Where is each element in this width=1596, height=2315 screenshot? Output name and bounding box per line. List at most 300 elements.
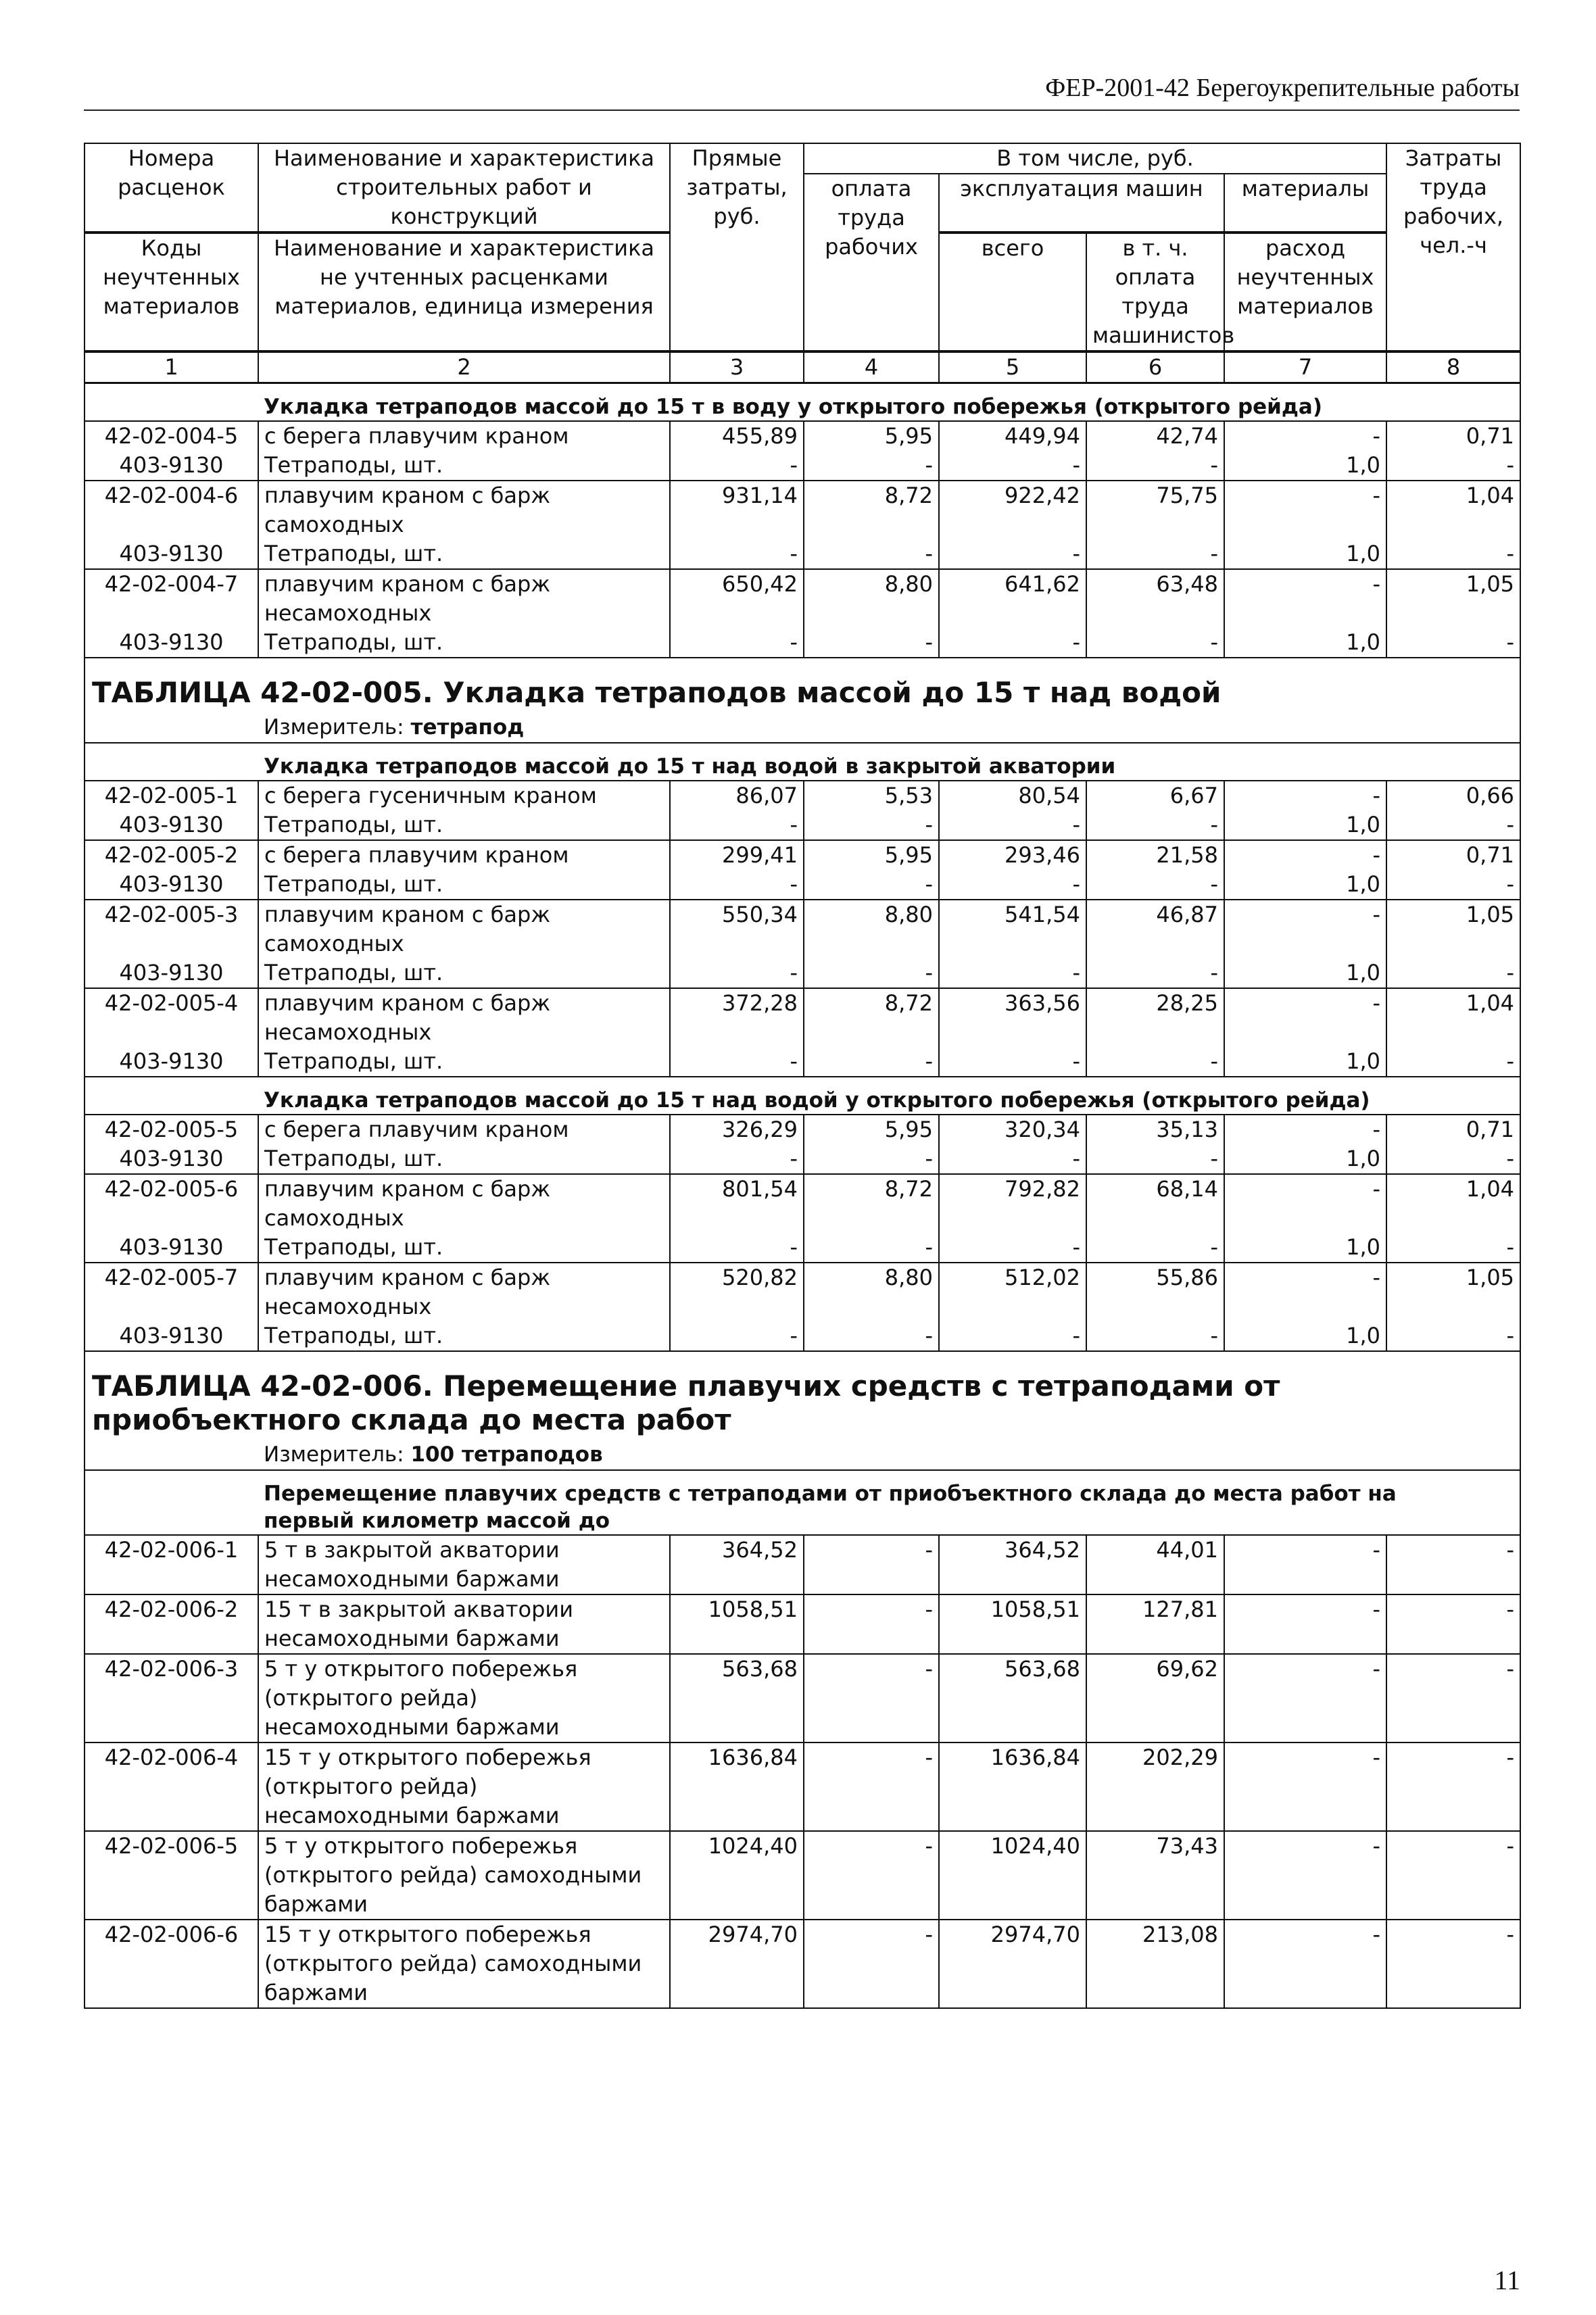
rate-row bbox=[84, 1594, 1520, 1654]
rate-row bbox=[84, 781, 1520, 810]
material-value: 1,0 bbox=[1224, 810, 1386, 840]
rate-name bbox=[258, 1594, 670, 1654]
rate-value: 1,05 bbox=[1386, 569, 1520, 628]
rate-value: - bbox=[804, 1594, 939, 1654]
material-row bbox=[84, 810, 1520, 840]
rate-row bbox=[84, 1654, 1520, 1743]
rate-name bbox=[258, 569, 670, 628]
section-heading bbox=[258, 383, 1520, 422]
table-title bbox=[84, 658, 1520, 712]
material-value: - bbox=[1086, 870, 1224, 900]
material-value: 1,0 bbox=[1224, 539, 1386, 569]
blank-cell bbox=[84, 1470, 258, 1535]
blank-cell bbox=[84, 1440, 258, 1470]
text-line: Укладка тетраподов массой до 15 т над водой у открытого побережья (открытого рейда) bbox=[264, 1088, 1370, 1113]
rate-name bbox=[258, 1535, 670, 1594]
rate-code: 42-02-004-5 bbox=[84, 421, 258, 451]
rate-value: - bbox=[804, 1831, 939, 1920]
material-value: - bbox=[939, 958, 1086, 988]
material-value: - bbox=[670, 958, 804, 988]
material-value: - bbox=[804, 958, 939, 988]
text-line: баржами bbox=[264, 1980, 368, 2005]
header-work-name: Наименование и характеристика строительных работ и конструкций bbox=[258, 143, 670, 233]
rate-value: - bbox=[1224, 481, 1386, 539]
material-code: 403-9130 bbox=[84, 1144, 258, 1174]
material-value: - bbox=[670, 1047, 804, 1077]
header-labor-costs: Затраты труда рабочих, чел.-ч bbox=[1386, 143, 1520, 351]
rate-value: 8,72 bbox=[804, 988, 939, 1047]
material-value: - bbox=[1086, 1047, 1224, 1077]
rate-value: 86,07 bbox=[670, 781, 804, 810]
rate-value: 2974,70 bbox=[939, 1920, 1086, 2008]
rate-code: 42-02-005-1 bbox=[84, 781, 258, 810]
material-code: 403-9130 bbox=[84, 870, 258, 900]
table-title-row bbox=[84, 1351, 1520, 1440]
rate-value: 1,05 bbox=[1386, 900, 1520, 958]
section-heading bbox=[258, 743, 1520, 781]
column-number: 4 bbox=[804, 351, 939, 383]
text-line: (открытого рейда) самоходными bbox=[264, 1862, 642, 1888]
text-line: плавучим краном с барж bbox=[264, 571, 551, 597]
rate-value: 0,71 bbox=[1386, 1115, 1520, 1144]
material-value: - bbox=[804, 628, 939, 658]
rate-name bbox=[258, 988, 670, 1047]
material-value: - bbox=[939, 1144, 1086, 1174]
header-material-name: Наименование и характеристика не учтенных расценками материалов, единица измерения bbox=[258, 233, 670, 351]
rate-value: 792,82 bbox=[939, 1174, 1086, 1233]
rate-code: 42-02-005-6 bbox=[84, 1174, 258, 1233]
material-value: - bbox=[804, 539, 939, 569]
header-rate-numbers: Номера расценок bbox=[84, 143, 258, 233]
material-value: 1,0 bbox=[1224, 958, 1386, 988]
text-line: Укладка тетраподов массой до 15 т в воду у открытого побережья (открытого рейда) bbox=[264, 395, 1323, 419]
text-line: с берега плавучим краном bbox=[264, 1117, 569, 1142]
rate-value: - bbox=[1224, 900, 1386, 958]
material-value: - bbox=[670, 1321, 804, 1351]
material-value: - bbox=[1386, 451, 1520, 481]
material-value: - bbox=[939, 451, 1086, 481]
column-number: 7 bbox=[1224, 351, 1386, 383]
rate-row bbox=[84, 481, 1520, 539]
rate-value: - bbox=[1386, 1743, 1520, 1831]
text-line: с берега гусеничным краном bbox=[264, 783, 597, 808]
text-line: самоходных bbox=[264, 512, 404, 537]
material-value: - bbox=[1386, 1144, 1520, 1174]
rate-row bbox=[84, 1263, 1520, 1321]
rate-value: 80,54 bbox=[939, 781, 1086, 810]
rate-value: 213,08 bbox=[1086, 1920, 1224, 2008]
text-line: несамоходных bbox=[264, 1294, 432, 1319]
rate-value: - bbox=[1224, 1920, 1386, 2008]
rate-name bbox=[258, 1174, 670, 1233]
text-line: несамоходными баржами bbox=[264, 1626, 560, 1651]
material-row bbox=[84, 1144, 1520, 1174]
section-heading-row bbox=[84, 1077, 1520, 1115]
table-title-row bbox=[84, 658, 1520, 712]
rate-value: - bbox=[1224, 988, 1386, 1047]
column-number: 2 bbox=[258, 351, 670, 383]
rate-value: - bbox=[1224, 781, 1386, 810]
material-row bbox=[84, 870, 1520, 900]
rate-value: 326,29 bbox=[670, 1115, 804, 1144]
material-value: - bbox=[939, 1233, 1086, 1263]
section-heading-row bbox=[84, 383, 1520, 422]
rate-value: 641,62 bbox=[939, 569, 1086, 628]
blank-cell bbox=[84, 743, 258, 781]
rate-value: 1024,40 bbox=[939, 1831, 1086, 1920]
rate-value: 42,74 bbox=[1086, 421, 1224, 451]
material-name: Тетраподы, шт. bbox=[258, 539, 670, 569]
section-heading-row bbox=[84, 1470, 1520, 1535]
rate-value: 922,42 bbox=[939, 481, 1086, 539]
material-name: Тетраподы, шт. bbox=[258, 1321, 670, 1351]
rate-value: 293,46 bbox=[939, 840, 1086, 870]
text-line: ТАБЛИЦА 42-02-006. Перемещение плавучих средств с тетраподами от bbox=[92, 1369, 1280, 1403]
material-value: - bbox=[670, 1144, 804, 1174]
rate-value: - bbox=[1224, 1535, 1386, 1594]
text-line: Укладка тетраподов массой до 15 т над водой в закрытой акватории bbox=[264, 754, 1116, 779]
text-line: ТАБЛИЦА 42-02-005. Укладка тетраподов массой до 15 т над водой bbox=[92, 676, 1222, 709]
rate-value: 73,43 bbox=[1086, 1831, 1224, 1920]
material-code: 403-9130 bbox=[84, 628, 258, 658]
material-value: - bbox=[1086, 1321, 1224, 1351]
material-value: - bbox=[1386, 1047, 1520, 1077]
rate-name bbox=[258, 1115, 670, 1144]
rate-value: 68,14 bbox=[1086, 1174, 1224, 1233]
material-value: - bbox=[670, 628, 804, 658]
rate-name bbox=[258, 1920, 670, 2008]
column-number: 8 bbox=[1386, 351, 1520, 383]
text-line: баржами bbox=[264, 1891, 368, 1917]
column-number: 5 bbox=[939, 351, 1086, 383]
material-value: - bbox=[1386, 958, 1520, 988]
material-value: - bbox=[670, 1233, 804, 1263]
material-value: - bbox=[939, 539, 1086, 569]
material-value: - bbox=[1086, 539, 1224, 569]
unit-value: 100 тетраподов bbox=[410, 1442, 603, 1467]
rate-value: 8,80 bbox=[804, 569, 939, 628]
rate-value: - bbox=[1386, 1831, 1520, 1920]
material-value: 1,0 bbox=[1224, 451, 1386, 481]
material-row bbox=[84, 1321, 1520, 1351]
header-including: В том числе, руб. bbox=[804, 143, 1386, 174]
material-value: - bbox=[1386, 810, 1520, 840]
header-machines-total: всего bbox=[939, 233, 1086, 351]
rate-value: 364,52 bbox=[670, 1535, 804, 1594]
text-line: приобъектного склада до места работ bbox=[92, 1403, 731, 1436]
rate-value: 1,05 bbox=[1386, 1263, 1520, 1321]
material-value: - bbox=[1086, 810, 1224, 840]
rate-name bbox=[258, 840, 670, 870]
unit-label: Измеритель: bbox=[264, 1442, 411, 1467]
rate-value: 1,04 bbox=[1386, 988, 1520, 1047]
material-name: Тетраподы, шт. bbox=[258, 870, 670, 900]
rate-name bbox=[258, 1263, 670, 1321]
text-line: Перемещение плавучих средств с тетраподами от приобъектного склада до места работ на bbox=[264, 1482, 1397, 1506]
material-value: 1,0 bbox=[1224, 1321, 1386, 1351]
rate-value: 21,58 bbox=[1086, 840, 1224, 870]
rates-table bbox=[84, 143, 1521, 2009]
rate-code: 42-02-005-3 bbox=[84, 900, 258, 958]
material-value: - bbox=[939, 628, 1086, 658]
rate-row bbox=[84, 1920, 1520, 2008]
section-heading bbox=[258, 1470, 1520, 1535]
material-value: - bbox=[1386, 539, 1520, 569]
rate-value: 1058,51 bbox=[939, 1594, 1086, 1654]
rate-value: - bbox=[1224, 1263, 1386, 1321]
rate-value: 449,94 bbox=[939, 421, 1086, 451]
unit-of-measure bbox=[258, 1440, 1520, 1470]
material-name: Тетраподы, шт. bbox=[258, 958, 670, 988]
material-value: - bbox=[939, 1321, 1086, 1351]
material-value: - bbox=[804, 1233, 939, 1263]
material-row bbox=[84, 1233, 1520, 1263]
material-value: - bbox=[1086, 628, 1224, 658]
section-heading bbox=[258, 1077, 1520, 1115]
rate-value: - bbox=[1224, 1115, 1386, 1144]
text-line: несамоходными баржами bbox=[264, 1714, 560, 1740]
rate-value: 5,95 bbox=[804, 1115, 939, 1144]
text-line: самоходных bbox=[264, 931, 404, 956]
text-line: плавучим краном с барж bbox=[264, 902, 551, 927]
material-value: - bbox=[670, 870, 804, 900]
material-value: - bbox=[939, 810, 1086, 840]
rate-value: - bbox=[1224, 1174, 1386, 1233]
material-value: - bbox=[1086, 1233, 1224, 1263]
section-heading-row bbox=[84, 743, 1520, 781]
rate-value: 931,14 bbox=[670, 481, 804, 539]
rate-row bbox=[84, 1115, 1520, 1144]
unit-row bbox=[84, 1440, 1520, 1470]
material-value: 1,0 bbox=[1224, 870, 1386, 900]
material-code: 403-9130 bbox=[84, 810, 258, 840]
rate-value: - bbox=[1224, 840, 1386, 870]
text-line: 5 т у открытого побережья bbox=[264, 1656, 578, 1682]
unit-row bbox=[84, 712, 1520, 743]
material-row bbox=[84, 539, 1520, 569]
rate-code: 42-02-004-7 bbox=[84, 569, 258, 628]
header-machine-operation: эксплуатация машин bbox=[939, 174, 1224, 233]
rate-value: 541,54 bbox=[939, 900, 1086, 958]
rate-name bbox=[258, 781, 670, 810]
column-number: 3 bbox=[670, 351, 804, 383]
rate-code: 42-02-006-4 bbox=[84, 1743, 258, 1831]
rate-value: 1636,84 bbox=[670, 1743, 804, 1831]
rate-value: 299,41 bbox=[670, 840, 804, 870]
table-title bbox=[84, 1351, 1520, 1440]
material-row bbox=[84, 628, 1520, 658]
rate-value: - bbox=[1386, 1920, 1520, 2008]
rate-code: 42-02-006-2 bbox=[84, 1594, 258, 1654]
text-line: плавучим краном с барж bbox=[264, 483, 551, 508]
header-material-codes: Коды неучтенных материалов bbox=[84, 233, 258, 351]
rate-value: 455,89 bbox=[670, 421, 804, 451]
text-line: 15 т у открытого побережья bbox=[264, 1745, 591, 1770]
rate-value: 650,42 bbox=[670, 569, 804, 628]
text-line: плавучим краном с барж bbox=[264, 1265, 551, 1290]
text-line: несамоходных bbox=[264, 600, 432, 626]
material-row bbox=[84, 958, 1520, 988]
rate-value: 550,34 bbox=[670, 900, 804, 958]
rate-value: - bbox=[804, 1654, 939, 1743]
rate-name bbox=[258, 421, 670, 451]
rate-value: - bbox=[1386, 1654, 1520, 1743]
rate-value: 320,34 bbox=[939, 1115, 1086, 1144]
rate-value: 1,04 bbox=[1386, 481, 1520, 539]
rate-value: - bbox=[804, 1535, 939, 1594]
material-value: - bbox=[804, 810, 939, 840]
material-value: - bbox=[670, 451, 804, 481]
rate-code: 42-02-005-5 bbox=[84, 1115, 258, 1144]
rate-value: 512,02 bbox=[939, 1263, 1086, 1321]
text-line: плавучим краном с барж bbox=[264, 990, 551, 1016]
material-value: 1,0 bbox=[1224, 1047, 1386, 1077]
text-line: плавучим краном с барж bbox=[264, 1176, 551, 1202]
text-line: 15 т в закрытой акватории bbox=[264, 1597, 573, 1622]
rate-value: 2974,70 bbox=[670, 1920, 804, 2008]
rate-value: 202,29 bbox=[1086, 1743, 1224, 1831]
material-name: Тетраподы, шт. bbox=[258, 1233, 670, 1263]
header-materials: материалы bbox=[1224, 174, 1386, 233]
material-code: 403-9130 bbox=[84, 1321, 258, 1351]
rate-value: 5,95 bbox=[804, 840, 939, 870]
rate-value: 55,86 bbox=[1086, 1263, 1224, 1321]
rate-row bbox=[84, 1743, 1520, 1831]
header-direct-costs: Прямые затраты, руб. bbox=[670, 143, 804, 351]
rate-value: - bbox=[1386, 1535, 1520, 1594]
column-number: 1 bbox=[84, 351, 258, 383]
header-operator-pay: в т. ч. оплата труда машинистов bbox=[1086, 233, 1224, 351]
text-line: первый километр массой до bbox=[264, 1509, 610, 1533]
material-name: Тетраподы, шт. bbox=[258, 810, 670, 840]
header-divider bbox=[84, 109, 1520, 111]
material-row bbox=[84, 1047, 1520, 1077]
rate-value: - bbox=[1224, 569, 1386, 628]
rate-value: 5,53 bbox=[804, 781, 939, 810]
text-line: (открытого рейда) самоходными bbox=[264, 1951, 642, 1976]
rate-value: - bbox=[1224, 1654, 1386, 1743]
rate-value: 520,82 bbox=[670, 1263, 804, 1321]
text-line: несамоходными баржами bbox=[264, 1803, 560, 1828]
material-value: - bbox=[939, 1047, 1086, 1077]
rate-row bbox=[84, 988, 1520, 1047]
rate-value: - bbox=[1386, 1594, 1520, 1654]
rate-code: 42-02-005-4 bbox=[84, 988, 258, 1047]
unit-label: Измеритель: bbox=[264, 715, 411, 739]
text-line: (открытого рейда) bbox=[264, 1774, 478, 1799]
rate-value: 6,67 bbox=[1086, 781, 1224, 810]
rate-value: 1,04 bbox=[1386, 1174, 1520, 1233]
material-value: - bbox=[939, 870, 1086, 900]
text-line: несамоходными баржами bbox=[264, 1566, 560, 1592]
text-line: несамоходных bbox=[264, 1019, 432, 1045]
material-value: - bbox=[1386, 1233, 1520, 1263]
rate-value: 8,80 bbox=[804, 1263, 939, 1321]
rate-value: 363,56 bbox=[939, 988, 1086, 1047]
blank-cell bbox=[84, 383, 258, 422]
material-value: - bbox=[670, 810, 804, 840]
material-name: Тетраподы, шт. bbox=[258, 1047, 670, 1077]
text-line: с берега плавучим краном bbox=[264, 842, 569, 868]
rate-value: 364,52 bbox=[939, 1535, 1086, 1594]
rate-value: 75,75 bbox=[1086, 481, 1224, 539]
rate-code: 42-02-004-6 bbox=[84, 481, 258, 539]
rate-value: 8,72 bbox=[804, 481, 939, 539]
rate-value: 0,71 bbox=[1386, 840, 1520, 870]
rate-name bbox=[258, 1831, 670, 1920]
rate-value: 1058,51 bbox=[670, 1594, 804, 1654]
text-line: 5 т у открытого побережья bbox=[264, 1833, 578, 1859]
rate-value: 8,72 bbox=[804, 1174, 939, 1233]
rate-value: - bbox=[1224, 1831, 1386, 1920]
material-value: - bbox=[804, 451, 939, 481]
rate-value: 69,62 bbox=[1086, 1654, 1224, 1743]
material-code: 403-9130 bbox=[84, 1047, 258, 1077]
material-value: - bbox=[804, 1047, 939, 1077]
rate-value: 563,68 bbox=[670, 1654, 804, 1743]
rate-value: 63,48 bbox=[1086, 569, 1224, 628]
running-header: ФЕР-2001-42 Берегоукрепительные работы bbox=[1045, 74, 1520, 102]
rate-value: - bbox=[1224, 1743, 1386, 1831]
rate-value: 44,01 bbox=[1086, 1535, 1224, 1594]
rate-code: 42-02-006-1 bbox=[84, 1535, 258, 1594]
material-value: - bbox=[1386, 628, 1520, 658]
material-value: - bbox=[670, 539, 804, 569]
rate-code: 42-02-006-3 bbox=[84, 1654, 258, 1743]
material-code: 403-9130 bbox=[84, 1233, 258, 1263]
material-value: - bbox=[1386, 1321, 1520, 1351]
material-value: 1,0 bbox=[1224, 1233, 1386, 1263]
rate-value: - bbox=[804, 1743, 939, 1831]
rate-row bbox=[84, 900, 1520, 958]
rate-value: 8,80 bbox=[804, 900, 939, 958]
rate-value: 1636,84 bbox=[939, 1743, 1086, 1831]
header-material-consumption: расход неучтенных материалов bbox=[1224, 233, 1386, 351]
rate-name bbox=[258, 900, 670, 958]
material-value: - bbox=[804, 870, 939, 900]
rate-value: 28,25 bbox=[1086, 988, 1224, 1047]
rate-value: 0,71 bbox=[1386, 421, 1520, 451]
text-line: с берега плавучим краном bbox=[264, 423, 569, 449]
blank-cell bbox=[84, 1077, 258, 1115]
material-code: 403-9130 bbox=[84, 451, 258, 481]
unit-value: тетрапод bbox=[410, 715, 525, 739]
rate-row bbox=[84, 1535, 1520, 1594]
rate-value: 35,13 bbox=[1086, 1115, 1224, 1144]
unit-of-measure bbox=[258, 712, 1520, 743]
material-value: - bbox=[1386, 870, 1520, 900]
text-line: 5 т в закрытой акватории bbox=[264, 1537, 560, 1563]
text-line: самоходных bbox=[264, 1205, 404, 1231]
rate-row bbox=[84, 840, 1520, 870]
page-number: 11 bbox=[1494, 2265, 1520, 2295]
header-worker-pay: оплата труда рабочих bbox=[804, 174, 939, 351]
rate-value: 372,28 bbox=[670, 988, 804, 1047]
rate-code: 42-02-006-6 bbox=[84, 1920, 258, 2008]
material-value: - bbox=[804, 1321, 939, 1351]
material-name: Тетраподы, шт. bbox=[258, 1144, 670, 1174]
material-value: - bbox=[1086, 451, 1224, 481]
rate-value: - bbox=[1224, 421, 1386, 451]
rate-value: 801,54 bbox=[670, 1174, 804, 1233]
rate-row bbox=[84, 1174, 1520, 1233]
rate-value: 127,81 bbox=[1086, 1594, 1224, 1654]
material-value: 1,0 bbox=[1224, 1144, 1386, 1174]
material-value: 1,0 bbox=[1224, 628, 1386, 658]
text-line: 15 т у открытого побережья bbox=[264, 1922, 591, 1947]
material-row bbox=[84, 451, 1520, 481]
rate-value: 0,66 bbox=[1386, 781, 1520, 810]
